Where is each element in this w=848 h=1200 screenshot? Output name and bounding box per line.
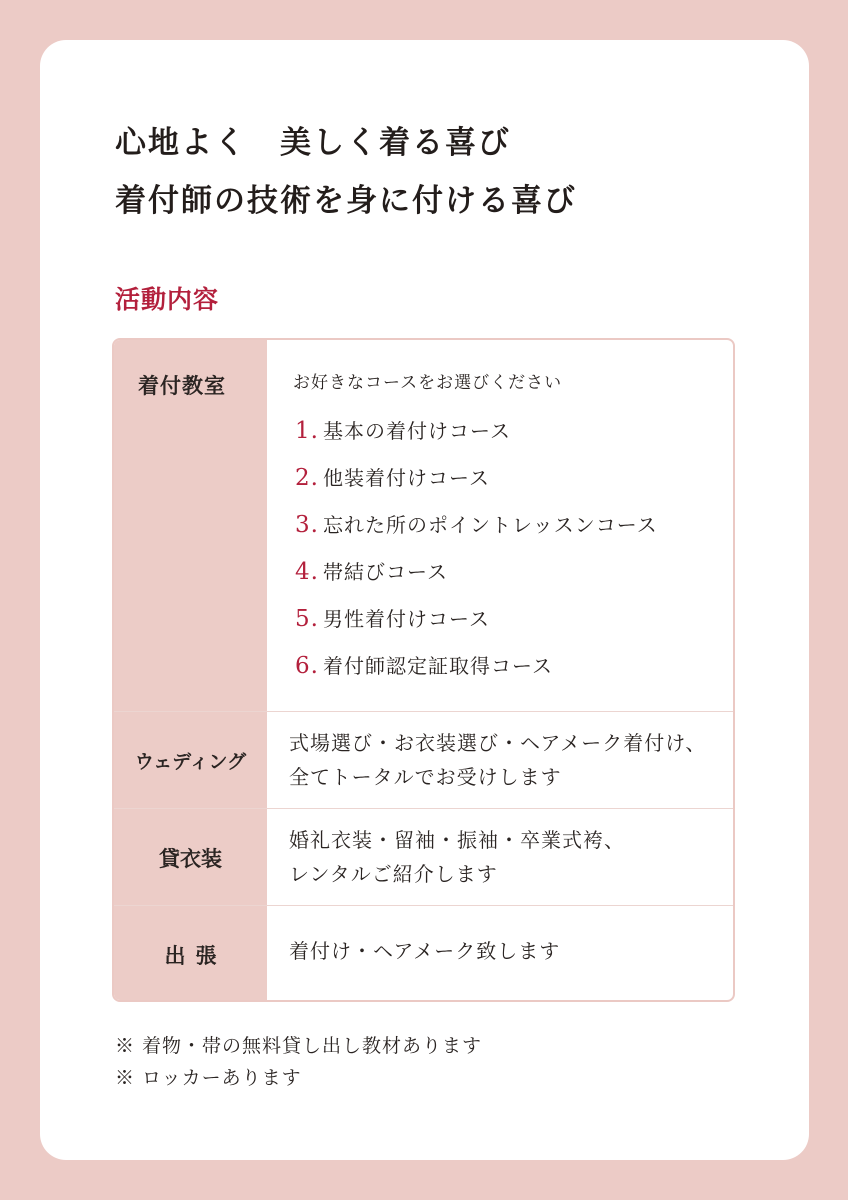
course-label: 帯結びコース [322, 560, 448, 584]
row-description: 着付け・ヘアメーク致します [289, 939, 561, 963]
list-item [295, 455, 658, 502]
row-header-kimono-class [114, 340, 267, 711]
row-body-rental [267, 809, 733, 906]
course-number: 3. [295, 512, 319, 538]
row-header-visit [114, 906, 267, 1002]
row-body-visit [267, 906, 733, 1002]
course-number: 2. [295, 465, 319, 491]
list-item [295, 596, 658, 643]
headline-line-2: 着付師の技術を身に付ける喜び [115, 183, 577, 219]
note-item: ※ 着物・帯の無料貸し出し教材あります [115, 1035, 483, 1057]
row-body-kimono-class [267, 340, 733, 711]
list-item [295, 408, 658, 455]
note-item: ※ ロッカーあります [115, 1067, 302, 1089]
row-wedding [114, 711, 733, 809]
course-intro: お好きなコースをお選びください [293, 373, 563, 393]
list-item [295, 643, 658, 690]
row-description: 婚礼衣装・留袖・振袖・卒業式袴、 レンタルご紹介します [289, 828, 625, 886]
activities-table [112, 338, 735, 1002]
notes [115, 1030, 482, 1094]
course-label: 他装着付けコース [322, 466, 490, 490]
headline-line-1: 心地よく 美しく着る喜び [115, 125, 511, 161]
course-number: 5. [295, 606, 319, 632]
list-item [295, 502, 658, 549]
row-visit [114, 905, 733, 1002]
course-number: 1. [295, 418, 319, 444]
course-label: 男性着付けコース [322, 607, 490, 631]
content-card [40, 40, 809, 1160]
section-title: 活動内容 [115, 285, 220, 314]
list-item [295, 549, 658, 596]
row-header-label: 着付教室 [138, 373, 226, 398]
row-header-label: 貸衣装 [159, 845, 222, 871]
row-description: 式場選び・お衣装選び・ヘアメーク着付け、 全てトータルでお受けします [289, 731, 707, 789]
course-list [295, 408, 658, 690]
course-label: 基本の着付けコース [322, 419, 511, 443]
course-number: 4. [295, 559, 319, 585]
row-header-label: 出張 [164, 942, 227, 968]
course-label: 忘れた所のポイントレッスンコース [322, 513, 658, 537]
row-header-rental [114, 809, 267, 906]
row-body-wedding [267, 712, 733, 809]
row-header-label: ウェディング [134, 751, 247, 773]
row-header-wedding [114, 712, 267, 809]
course-number: 6. [295, 653, 319, 679]
row-kimono-class [114, 340, 733, 711]
course-label: 着付師認定証取得コース [322, 654, 553, 678]
headline [115, 114, 577, 230]
row-rental [114, 808, 733, 906]
